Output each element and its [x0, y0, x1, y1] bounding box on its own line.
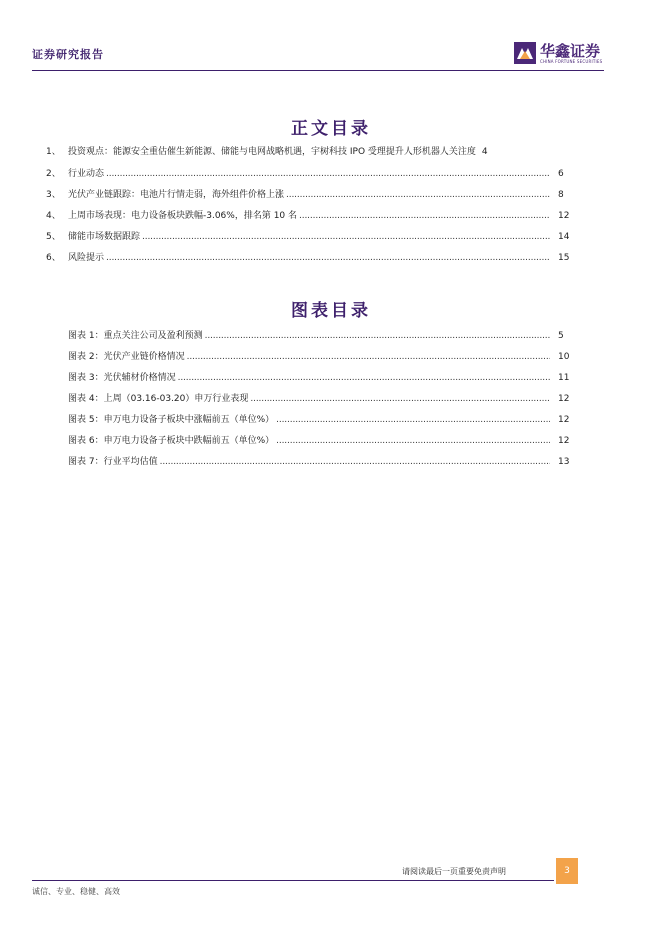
- toc-item[interactable]: [46, 231, 572, 243]
- figure-toc-page: 12: [558, 394, 570, 404]
- figure-toc-title: 图表 1：重点关注公司及盈利预测: [68, 331, 203, 341]
- toc-leader-dots: [276, 435, 550, 447]
- disclaimer-note: 请阅读最后一页重要免责声明: [402, 867, 506, 876]
- figure-toc-item[interactable]: [68, 372, 572, 384]
- figure-toc-page: 12: [558, 415, 570, 425]
- toc-leader-dots: [286, 189, 550, 201]
- figure-toc-item[interactable]: [68, 351, 572, 363]
- toc-item[interactable]: [46, 168, 572, 180]
- toc-item-number: 2、: [46, 169, 61, 179]
- figure-toc-title: 图表 5：申万电力设备子板块中涨幅前五（单位%）: [68, 415, 275, 425]
- header-divider: [32, 70, 604, 71]
- footer-divider: [32, 880, 554, 881]
- figure-toc-item[interactable]: [68, 435, 572, 447]
- toc-leader-dots: [106, 252, 550, 264]
- toc-leader-dots: [106, 168, 550, 180]
- figure-toc-title: 图表 3：光伏辅材价格情况: [68, 373, 176, 383]
- toc-item-title: 光伏产业链跟踪：电池片行情走弱，海外组件价格上涨: [68, 190, 285, 200]
- toc-item-number: 5、: [46, 232, 61, 242]
- toc-item-title: 上周市场表现：电力设备板块跌幅-3.06%，排名第 10 名: [68, 211, 298, 221]
- toc-item[interactable]: [46, 189, 572, 201]
- figure-toc-page: 13: [558, 457, 570, 467]
- toc-leader-dots: [160, 456, 550, 468]
- toc-item-page: 15: [558, 253, 570, 263]
- toc-item-page: 8: [558, 190, 564, 200]
- logo-mark-icon: [514, 42, 536, 64]
- figures-toc-title: 图表目录: [291, 301, 371, 321]
- toc-leader-dots: [187, 351, 550, 363]
- toc-item[interactable]: [46, 252, 572, 264]
- toc-item-title: 行业动态: [68, 169, 105, 179]
- toc-item-title: 投资观点：能源安全重估催生新能源、储能与电网战略机遇，宇树科技 IPO 受理提升人形机器人关注度: [68, 147, 476, 157]
- toc-item-page: 12: [558, 211, 570, 221]
- company-motto: 诚信、专业、稳健、高效: [32, 887, 120, 896]
- page-number-badge: 3: [556, 858, 578, 884]
- toc-item-number: 3、: [46, 190, 61, 200]
- figure-toc-item[interactable]: [68, 456, 572, 468]
- figure-toc-page: 10: [558, 352, 570, 362]
- figure-toc-item[interactable]: [68, 330, 572, 342]
- toc-item-number: 1、: [46, 147, 61, 157]
- figure-toc-item[interactable]: [68, 393, 572, 405]
- figure-toc-title: 图表 7：行业平均估值: [68, 457, 158, 467]
- figure-toc-title: 图表 2：光伏产业链价格情况: [68, 352, 185, 362]
- toc-leader-dots: [142, 231, 550, 243]
- toc-item-number: 4、: [46, 211, 61, 221]
- toc-leader-dots: [276, 414, 550, 426]
- toc-title: 正文目录: [291, 119, 371, 139]
- logo-english-name: CHINA FORTUNE SECURITIES: [540, 59, 603, 64]
- figure-toc-title: 图表 4：上周（03.16-03.20）申万行业表现: [68, 394, 249, 404]
- figure-toc-title: 图表 6：申万电力设备子板块中跌幅前五（单位%）: [68, 436, 275, 446]
- report-type-label: 证券研究报告: [32, 48, 104, 61]
- toc-item-title: 风险提示: [68, 253, 105, 263]
- logo-chinese-name: 华鑫证券: [540, 42, 601, 60]
- toc-leader-dots: [205, 330, 550, 342]
- figure-toc-item[interactable]: [68, 414, 572, 426]
- toc-item-number: 6、: [46, 253, 61, 263]
- toc-leader-dots: [250, 393, 550, 405]
- toc-leader-dots: [178, 372, 550, 384]
- toc-leader-dots: [299, 210, 550, 222]
- toc-item[interactable]: [46, 146, 592, 158]
- toc-item-page: 6: [558, 169, 564, 179]
- figure-toc-page: 11: [558, 373, 570, 383]
- toc-item-title: 储能市场数据跟踪: [68, 232, 141, 242]
- toc-item[interactable]: [46, 210, 572, 222]
- toc-item-page: 4: [481, 147, 488, 157]
- figure-toc-page: 12: [558, 436, 570, 446]
- toc-item-page: 14: [558, 232, 570, 242]
- figure-toc-page: 5: [558, 331, 564, 341]
